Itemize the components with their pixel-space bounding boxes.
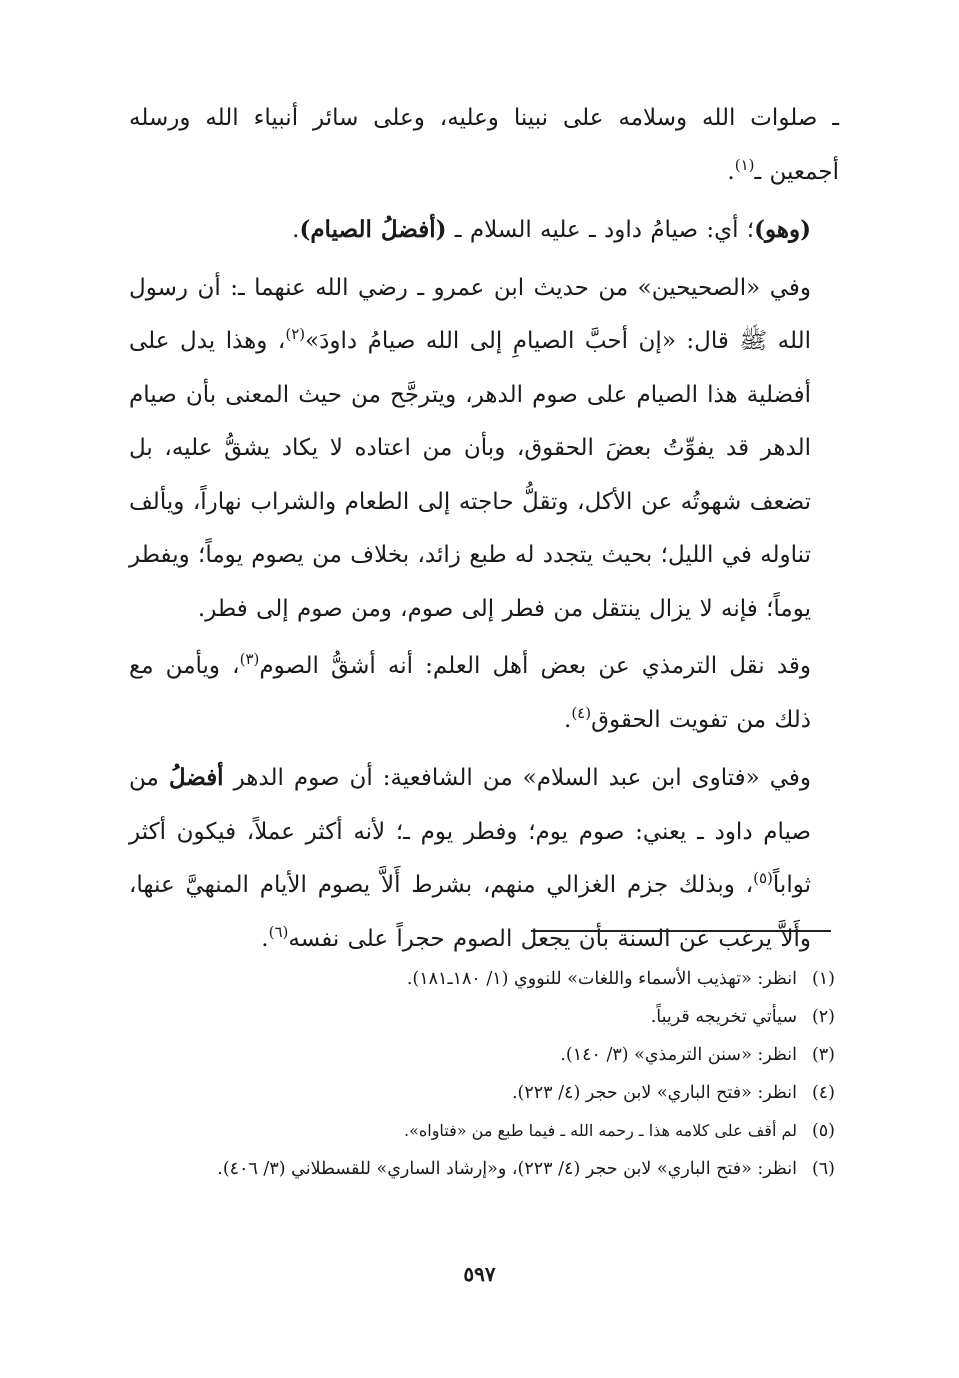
text-span: ، وهذا يدل على أفضلية هذا الصيام على صوم الدهر، ويترجَّح من حيث المعنى بأن صيام الدهر قد يفوِّتُ بعضَ الحقوق، وبأن من اعتاده لا يكاد يشقُّ عليه، بل تضعف شهوتُه عن الأكل، وتقلُّ حاجته إلى الطعام والشراب نهاراً، ويألف تناوله في الليل؛ بحيث يتجدد له طبع زائد، بخلاف من يصوم يوماً؛ ويفطر يوماً؛ فإنه لا يزال ينتقل من فطر إلى صوم، ومن صوم إلى فطر. (129, 328, 811, 622)
footnote-ref-1: (١) (734, 155, 755, 174)
footnote-ref-2: (٢) (285, 325, 306, 343)
footnote-3 (129, 1036, 839, 1074)
footnote-4 (129, 1074, 839, 1112)
text-span: من صيام داود ـ يعني: صوم يوم؛ وفطر يوم ـ؛ لأنه أكثر عملاً، فيكون أكثر ثواباً (129, 765, 811, 898)
bold-term: (وهو) (754, 216, 811, 243)
text-span: وفي «فتاوى ابن عبد السلام» من الشافعية: أن صوم الدهر (223, 765, 811, 791)
text-span: . (727, 158, 735, 185)
footnotes (129, 960, 839, 1188)
footnote-text: انظر: «فتح الباري» لابن حجر (٤/ ٢٢٣). (511, 1083, 797, 1103)
footnote-number: (٤) (811, 1083, 835, 1103)
text-span: . (564, 706, 572, 733)
paragraph-2 (129, 203, 839, 258)
footnote-text: لم أقف على كلامه هذا ـ رحمه الله ـ فيما طبع من «فتاواه». (404, 1121, 797, 1140)
paragraph-4 (129, 640, 839, 747)
footnote-number: (٥) (811, 1121, 835, 1141)
footnote-number: (١) (811, 969, 835, 989)
paragraph-3 (129, 262, 839, 637)
page-number: ٥٩٧ (463, 1262, 496, 1286)
text-span: . (261, 925, 269, 952)
text-span: وقد نقل الترمذي عن بعض أهل العلم: أنه أشقُّ الصوم (259, 653, 812, 679)
bold-term: (أفضلُ الصيام) (299, 216, 447, 243)
footnote-number: (٣) (811, 1045, 835, 1065)
text-span: . (292, 217, 300, 243)
paragraph-1 (129, 92, 839, 199)
text-span: ، وبذلك جزم الغزالي منهم، بشرط أَلاَّ يصوم الأيام المنهيَّ عنها، وأَلاَّ يرغب عن السنة بأن يجعل الصوم حجراً على نفسه (129, 872, 811, 952)
text-span: ، ويأمن مع ذلك من تفويت الحقوق (129, 653, 811, 733)
footnote-ref-4: (٤) (571, 703, 592, 722)
footnote-ref-6: (٦) (268, 922, 289, 941)
footnote-5 (129, 1112, 839, 1150)
footnote-text: انظر: «سنن الترمذي» (٣/ ١٤٠). (560, 1045, 797, 1065)
footnote-ref-3: (٣) (239, 650, 260, 668)
footnote-number: (٦) (811, 1159, 835, 1179)
paragraph-5 (129, 751, 839, 966)
footnote-text: سيأتي تخريجه قريباً. (650, 1007, 797, 1027)
footnote-separator (531, 930, 831, 932)
main-text (129, 92, 839, 966)
footnote-text: انظر: «فتح الباري» لابن حجر (٤/ ٢٢٣)، و«إرشاد الساري» للقسطلاني (٣/ ٤٠٦). (217, 1159, 797, 1179)
text-span: وفي «الصحيحين» من حديث ابن عمرو ـ رضي الله عنهما ـ: أن رسول الله ﷺ قال: «إن أحبَّ الصيامِ إلى الله صيامُ داودَ» (129, 274, 811, 354)
text-span: ؛ أي: صيامُ داود ـ عليه السلام ـ (446, 217, 755, 243)
footnote-text: انظر: «تهذيب الأسماء واللغات» للنووي (١/ ١٨٠ـ١٨١). (406, 969, 797, 989)
footnote-6 (129, 1150, 839, 1188)
text-span: ـ صلوات الله وسلامه على نبينا وعليه، وعلى سائر أنبياء الله ورسله أجمعين ـ (129, 105, 839, 185)
footnote-1 (129, 960, 839, 998)
footnote-2 (129, 998, 839, 1036)
footnote-number: (٢) (811, 1007, 835, 1027)
footnote-ref-5: (٥) (753, 869, 773, 887)
bold-term: أفضلُ (168, 764, 224, 791)
